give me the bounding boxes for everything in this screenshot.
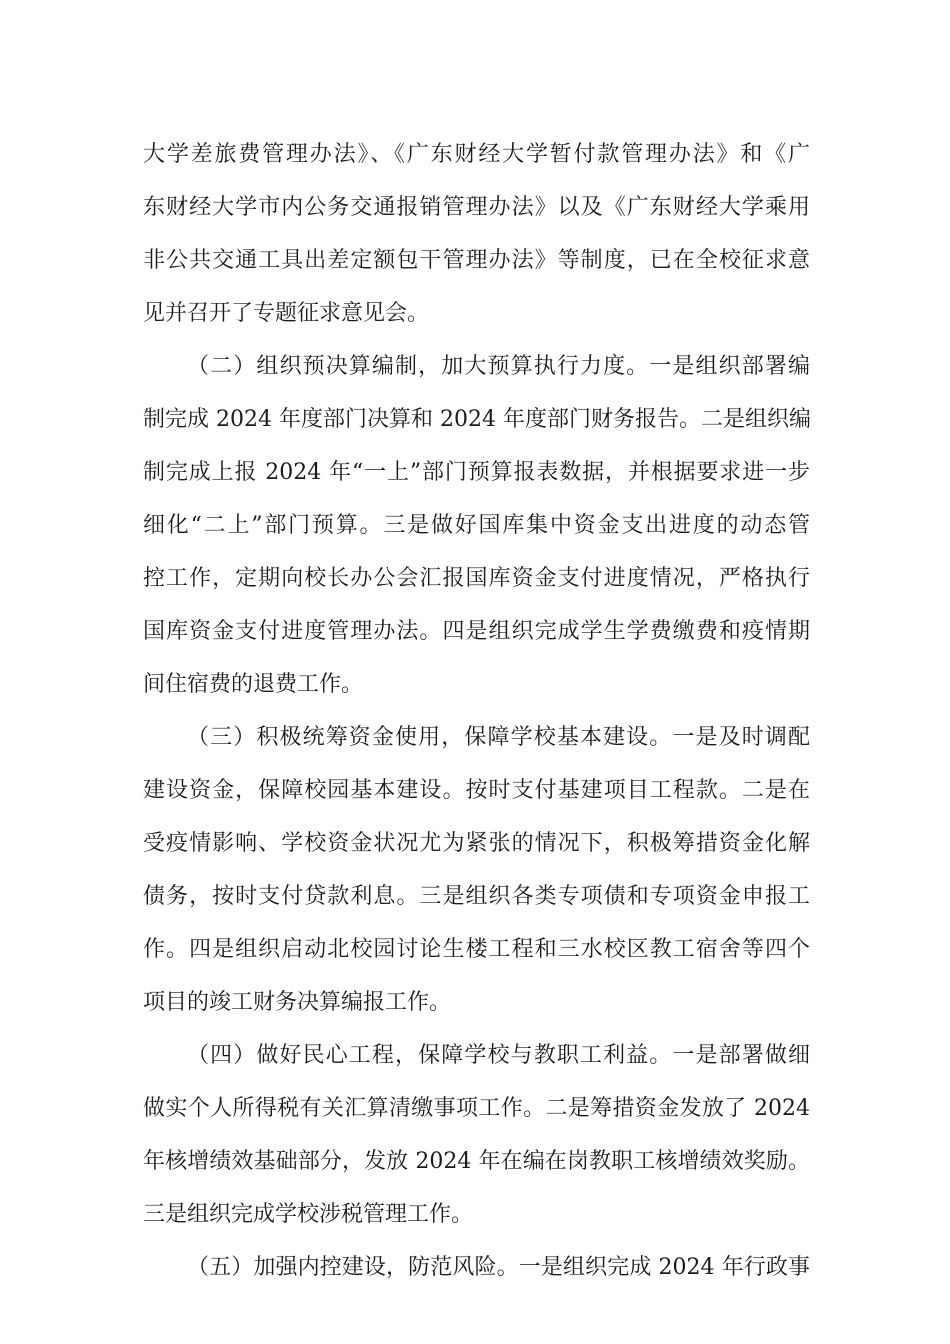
text-line: 作。四是组织启动北校园讨论生楼工程和三水校区教工宿舍等四个 bbox=[143, 937, 810, 962]
text-line: 做实个人所得税有关汇算清缴事项工作。二是筹措资金发放了 2024 bbox=[143, 1096, 810, 1121]
text-line: 年核增绩效基础部分，发放 2024 年在编在岗教职工核增绩效奖励。 bbox=[143, 1149, 810, 1174]
text-line: 制完成 2024 年度部门决算和 2024 年度部门财务报告。二是组织编 bbox=[143, 407, 811, 432]
text-line: 东财经大学市内公务交通报销管理办法》以及《广东财经大学乘用 bbox=[143, 195, 810, 220]
text-line: 受疫情影响、学校资金状况尤为紧张的情况下，积极筹措资金化解 bbox=[143, 831, 810, 856]
text-line: 细化“二上”部门预算。三是做好国库集中资金支出进度的动态管 bbox=[143, 513, 810, 538]
section-heading-line: （二）组织预决算编制，加大预算执行力度。一是组织部署编 bbox=[187, 354, 810, 379]
text-line: 大学差旅费管理办法》、《广东财经大学暂付款管理办法》和《广 bbox=[143, 142, 810, 167]
text-line: 债务，按时支付贷款利息。三是组织各类专项债和专项资金申报工 bbox=[143, 884, 810, 909]
section-heading-line: （三）积极统筹资金使用，保障学校基本建设。一是及时调配 bbox=[187, 725, 810, 750]
section-heading-line: （五）加强内控建设，防范风险。一是组织完成 2024 年行政事 bbox=[187, 1255, 810, 1280]
text-line: 控工作，定期向校长办公会汇报国库资金支付进度情况，严格执行 bbox=[143, 566, 810, 591]
text-line: 间住宿费的退费工作。 bbox=[143, 672, 364, 697]
text-line: 国库资金支付进度管理办法。四是组织完成学生学费缴费和疫情期 bbox=[143, 619, 810, 644]
section-heading-line: （四）做好民心工程，保障学校与教职工利益。一是部署做细 bbox=[187, 1043, 810, 1068]
text-line: 见并召开了专题征求意见会。 bbox=[143, 301, 430, 326]
text-line: 制完成上报 2024 年“一上”部门预算报表数据，并根据要求进一步 bbox=[143, 460, 810, 485]
document-body bbox=[143, 128, 810, 1294]
text-line: 项目的竣工财务决算编报工作。 bbox=[143, 990, 452, 1015]
text-line: 建设资金，保障校园基本建设。按时支付基建项目工程款。二是在 bbox=[143, 778, 810, 803]
text-line: 非公共交通工具出差定额包干管理办法》等制度，已在全校征求意 bbox=[143, 248, 810, 273]
text-line: 三是组织完成学校涉税管理工作。 bbox=[143, 1202, 474, 1227]
